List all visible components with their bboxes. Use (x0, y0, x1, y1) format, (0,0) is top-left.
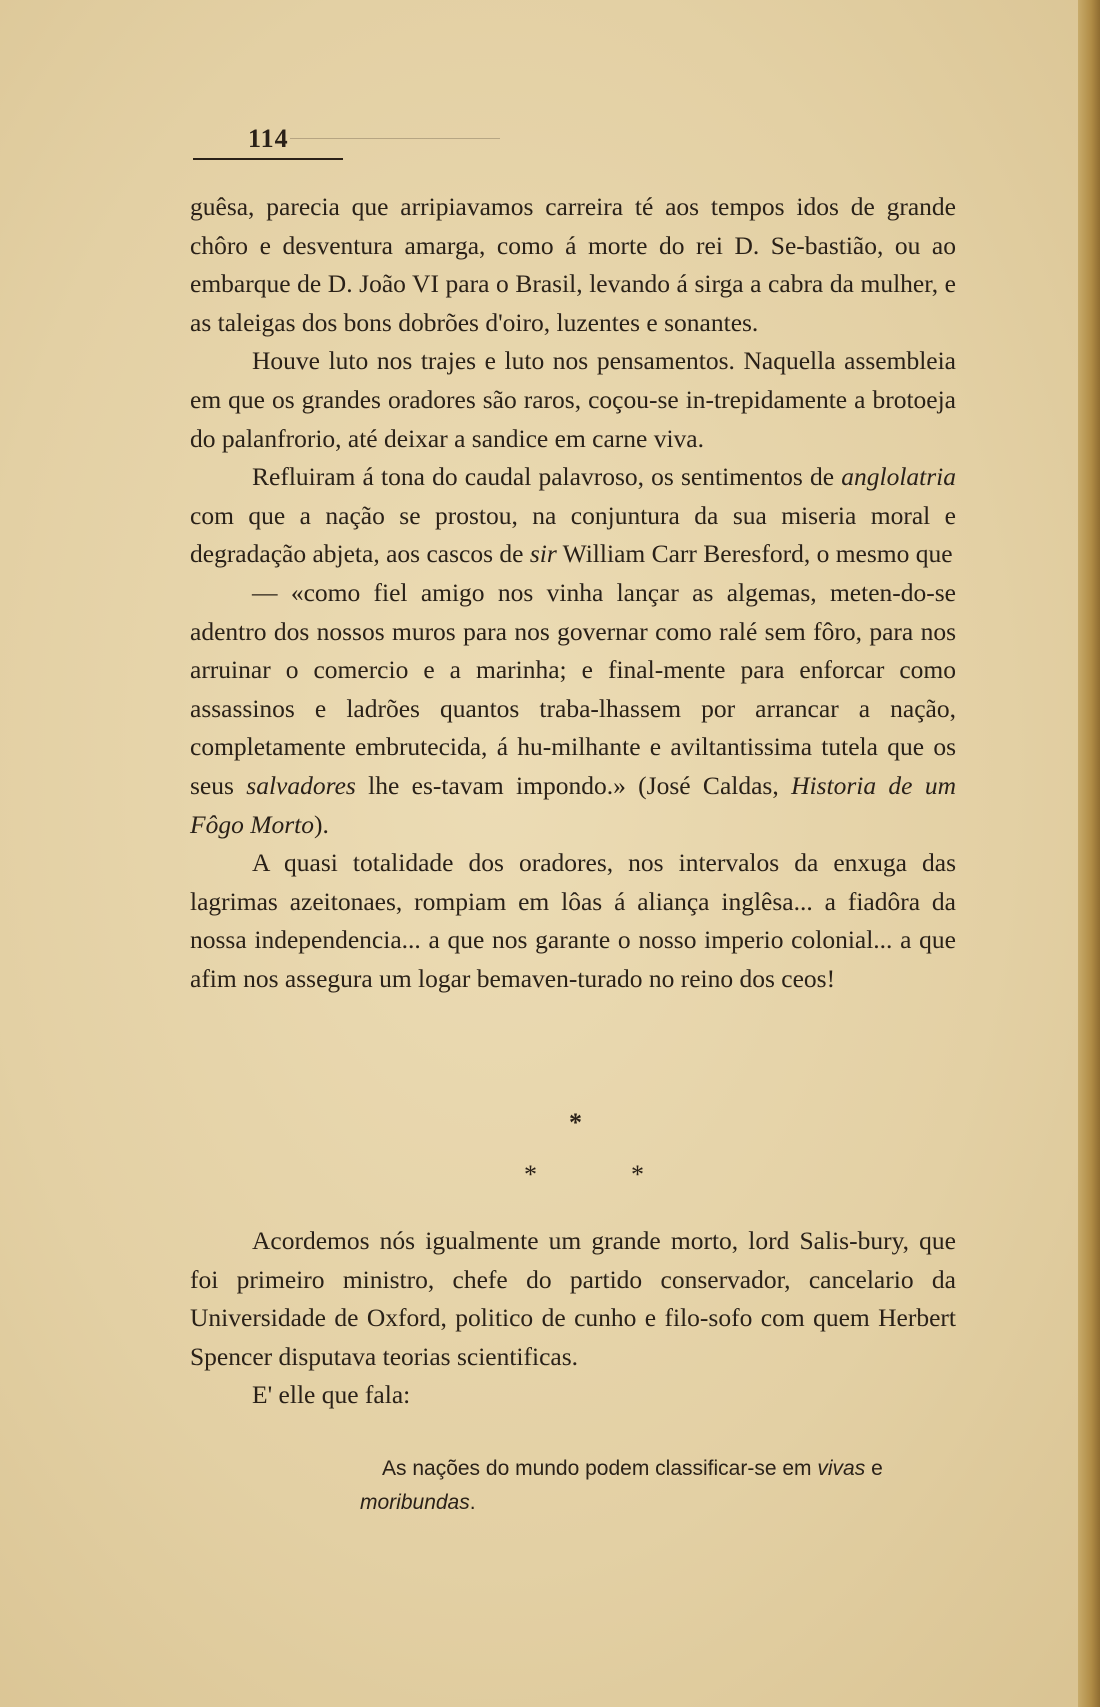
text-run: guêsa, parecia que arripiavamos carreira té aos tempos idos de grande chôro e desventura amarga, como á morte do rei D. Se-bastião, ou ao embarque de D. João VI para o Brasil, levando á sirga a cabra da mulher, e as taleigas dos bons dobrões d'oiro, luzentes e sonantes. (190, 192, 956, 337)
text-run: A quasi totalidade dos oradores, nos intervalos da enxuga das lagrimas azeitonaes, rompiam em lôas á aliança inglêsa... a fiadôra da nossa independencia... a que nos garante o nosso imperio colonial... a que afim nos assegura um logar bemaven-turado no reino dos ceos! (190, 848, 956, 993)
quote-line: As nações do mundo podem classificar-se em vivas e moribundas. (360, 1457, 883, 1514)
separator-star-left: * (524, 1160, 537, 1189)
paragraph-5 (190, 844, 956, 998)
header-rule (193, 158, 343, 160)
text-run: Houve luto nos trajes e luto nos pensamentos. Naquella assembleia em que os grandes oradores são raros, coçou-se in-trepidamente a brotoeja do palanfrorio, até deixar a sandice em carne viva. (190, 346, 956, 453)
text-run: ). (313, 809, 329, 839)
paragraph-1 (190, 188, 956, 342)
text-run: — «como fiel amigo nos vinha lançar as algemas, meten-do-se adentro dos nossos muros para nos governar como ralé sem fôro, para nos arruinar o comercio e a marinha; e final-mente para enforcar como assassinos e ladrões quantos traba-lhassem por arrancar a nação, completamente embrutecida, á hu-milhante e aviltantissima tutela que os seus (190, 577, 956, 800)
paragraph-4 (190, 574, 956, 844)
italic-term: salvadores (246, 770, 356, 800)
italic-term: anglolatria (841, 462, 956, 492)
page-edge (1078, 0, 1100, 1707)
text-run: Refluiram á tona do caudal palavroso, os sentimentos de (252, 462, 842, 492)
italic-term: sir (529, 539, 557, 569)
separator-star: * (569, 1108, 582, 1137)
block-quote (360, 1452, 952, 1520)
paragraph-salisbury: Acordemos nós igualmente um grande morto, lord Salis-bury, que foi primeiro ministro, chefe do partido conservador, cancelario da Universidade de Oxford, politico de cunho e filo-sofo com quem Herbert Spencer disputava teorias scientificas. (190, 1226, 956, 1371)
quote-italic-moribundas: moribundas (360, 1491, 470, 1514)
paragraph-3 (190, 458, 956, 574)
separator-star-pair (524, 1160, 644, 1190)
text-run: lhe es-tavam impondo.» (José Caldas, (355, 770, 792, 800)
header-faint-rule (290, 138, 500, 139)
body-text-continued (190, 1222, 956, 1415)
paragraph-2 (190, 342, 956, 458)
text-run: com que a nação se prostou, na conjuntura da sua miseria moral e degradação abjeta, aos cascos de (190, 500, 956, 569)
quote-italic-vivas: vivas (817, 1457, 866, 1480)
italic-term: Historia de um Fôgo Morto (190, 770, 957, 839)
text-run: William Carr Beresford, o mesmo que (556, 539, 953, 569)
paragraph-elle-fala: E' elle que fala: (252, 1380, 411, 1410)
separator-star-right: * (631, 1160, 644, 1189)
body-text (190, 188, 956, 998)
page-number: 114 (248, 124, 289, 153)
